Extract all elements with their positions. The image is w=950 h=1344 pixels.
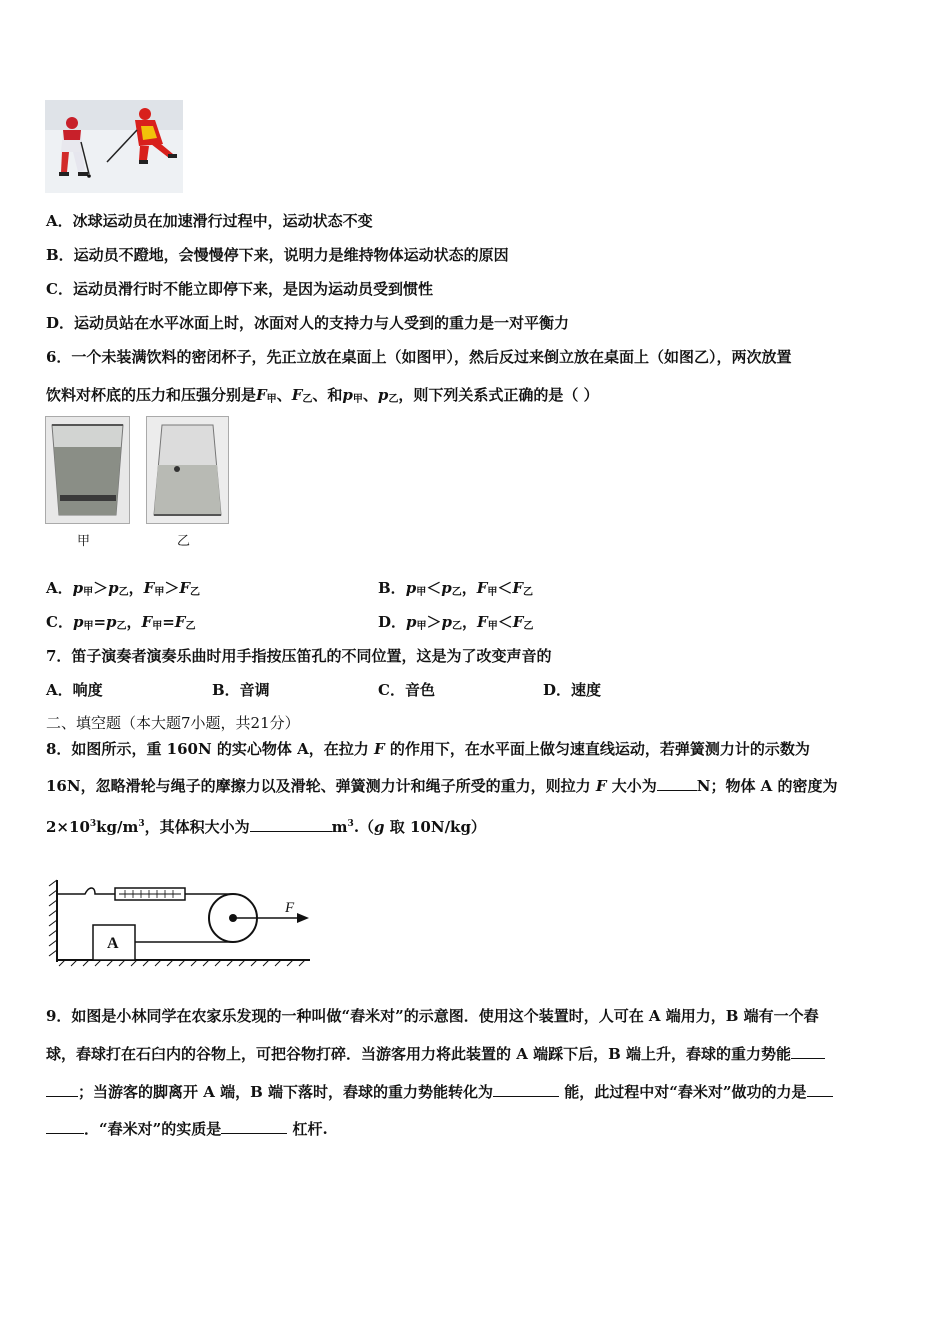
- cup-inverted-photo: [146, 416, 229, 524]
- q5-option-b: B．运动员不蹬地，会慢慢停下来，说明力是维持物体运动状态的原因: [46, 246, 509, 264]
- q9-line1: 9．如图是小林同学在农家乐发现的一种叫做“舂米对”的示意图．使用这个装置时，人可在 A 端用力，B 端有一个舂: [46, 1007, 819, 1025]
- ice-hockey-photo: [45, 100, 183, 193]
- q9-blank-1a[interactable]: [791, 1044, 825, 1059]
- force-f-label: F: [285, 900, 295, 916]
- q9-line2: 球，舂球打在石臼内的谷物上，可把谷物打碎．当游客用力将此装置的 A 端踩下后，B 端上升，舂球的重力势能: [46, 1044, 825, 1064]
- q8-blank-2[interactable]: [250, 817, 332, 832]
- cup-upright-photo: [45, 416, 130, 524]
- caption-jia: 甲: [77, 534, 91, 549]
- section-heading: 二、填空题（本大题7小题，共21分）: [46, 714, 300, 732]
- q6-stem-line2: 饮料对杯底的压力和压强分别是$F_甲$、$F_乙$、和$p_甲$、$p_乙$，则下列关系式正确的是（ ）: [46, 386, 599, 405]
- q9-line3: ；当游客的脚离开 A 端，B 端下落时，舂球的重力势能转化为 能，此过程中对“舂米对”做功的力是: [46, 1082, 833, 1102]
- q7-stem: 7．笛子演奏者演奏乐曲时用手指按压笛孔的不同位置，这是为了改变声音的: [46, 647, 552, 665]
- q6-option-c: C．$p_甲=p_乙$，$F_甲=F_乙$: [46, 613, 196, 632]
- pulley-diagram: [45, 872, 315, 967]
- q6-option-d: D．$p_甲>p_乙$，$F_甲<F_乙$: [378, 613, 534, 632]
- caption-yi: 乙: [177, 534, 191, 549]
- q7-option-a: A．响度: [46, 681, 103, 699]
- q7-option-b: B．音调: [212, 681, 270, 699]
- q6-option-b: B．$p_甲<p_乙$，$F_甲<F_乙$: [378, 579, 534, 598]
- q5-option-a: A．冰球运动员在加速滑行过程中，运动状态不变: [46, 212, 373, 230]
- q7-option-d: D．速度: [543, 681, 602, 699]
- q8-line1: 8．如图所示，重 160N 的实心物体 A，在拉力 F 的作用下，在水平面上做匀速直线运动，若弹簧测力计的示数为: [46, 740, 810, 758]
- q7-option-c: C．音色: [378, 681, 435, 699]
- q8-blank-1[interactable]: [657, 776, 697, 791]
- q9-blank-3a[interactable]: [807, 1082, 833, 1097]
- block-a-label: A: [107, 935, 119, 952]
- q5-option-d: D．运动员站在水平冰面上时，冰面对人的支持力与人受到的重力是一对平衡力: [46, 314, 570, 332]
- q6-option-a: A．$p_甲>p_乙$，$F_甲>F_乙$: [46, 579, 200, 598]
- q9-blank-4[interactable]: [221, 1119, 287, 1134]
- q5-option-c: C．运动员滑行时不能立即停下来，是因为运动员受到惯性: [46, 280, 433, 298]
- q8-line3: $2\times 10^3kg/m^3$，其体积大小为 $m^3.(g$ 取 10N/kg）: [46, 818, 486, 836]
- q8-line2: 16N，忽略滑轮与绳子的摩擦力以及滑轮、弹簧测力计和绳子所受的重力，则拉力 F 大小为 N；物体 A 的密度为: [46, 777, 838, 795]
- q9-blank-2[interactable]: [493, 1082, 559, 1097]
- q6-stem-line1: 6．一个未装满饮料的密闭杯子，先正立放在桌面上（如图甲），然后反过来倒立放在桌面上（如图乙），两次放置: [46, 348, 792, 366]
- q9-line4: ．“舂米对”的实质是 杠杆.: [46, 1119, 328, 1139]
- q9-blank-3b[interactable]: [46, 1119, 84, 1134]
- q9-blank-1b[interactable]: [46, 1082, 78, 1097]
